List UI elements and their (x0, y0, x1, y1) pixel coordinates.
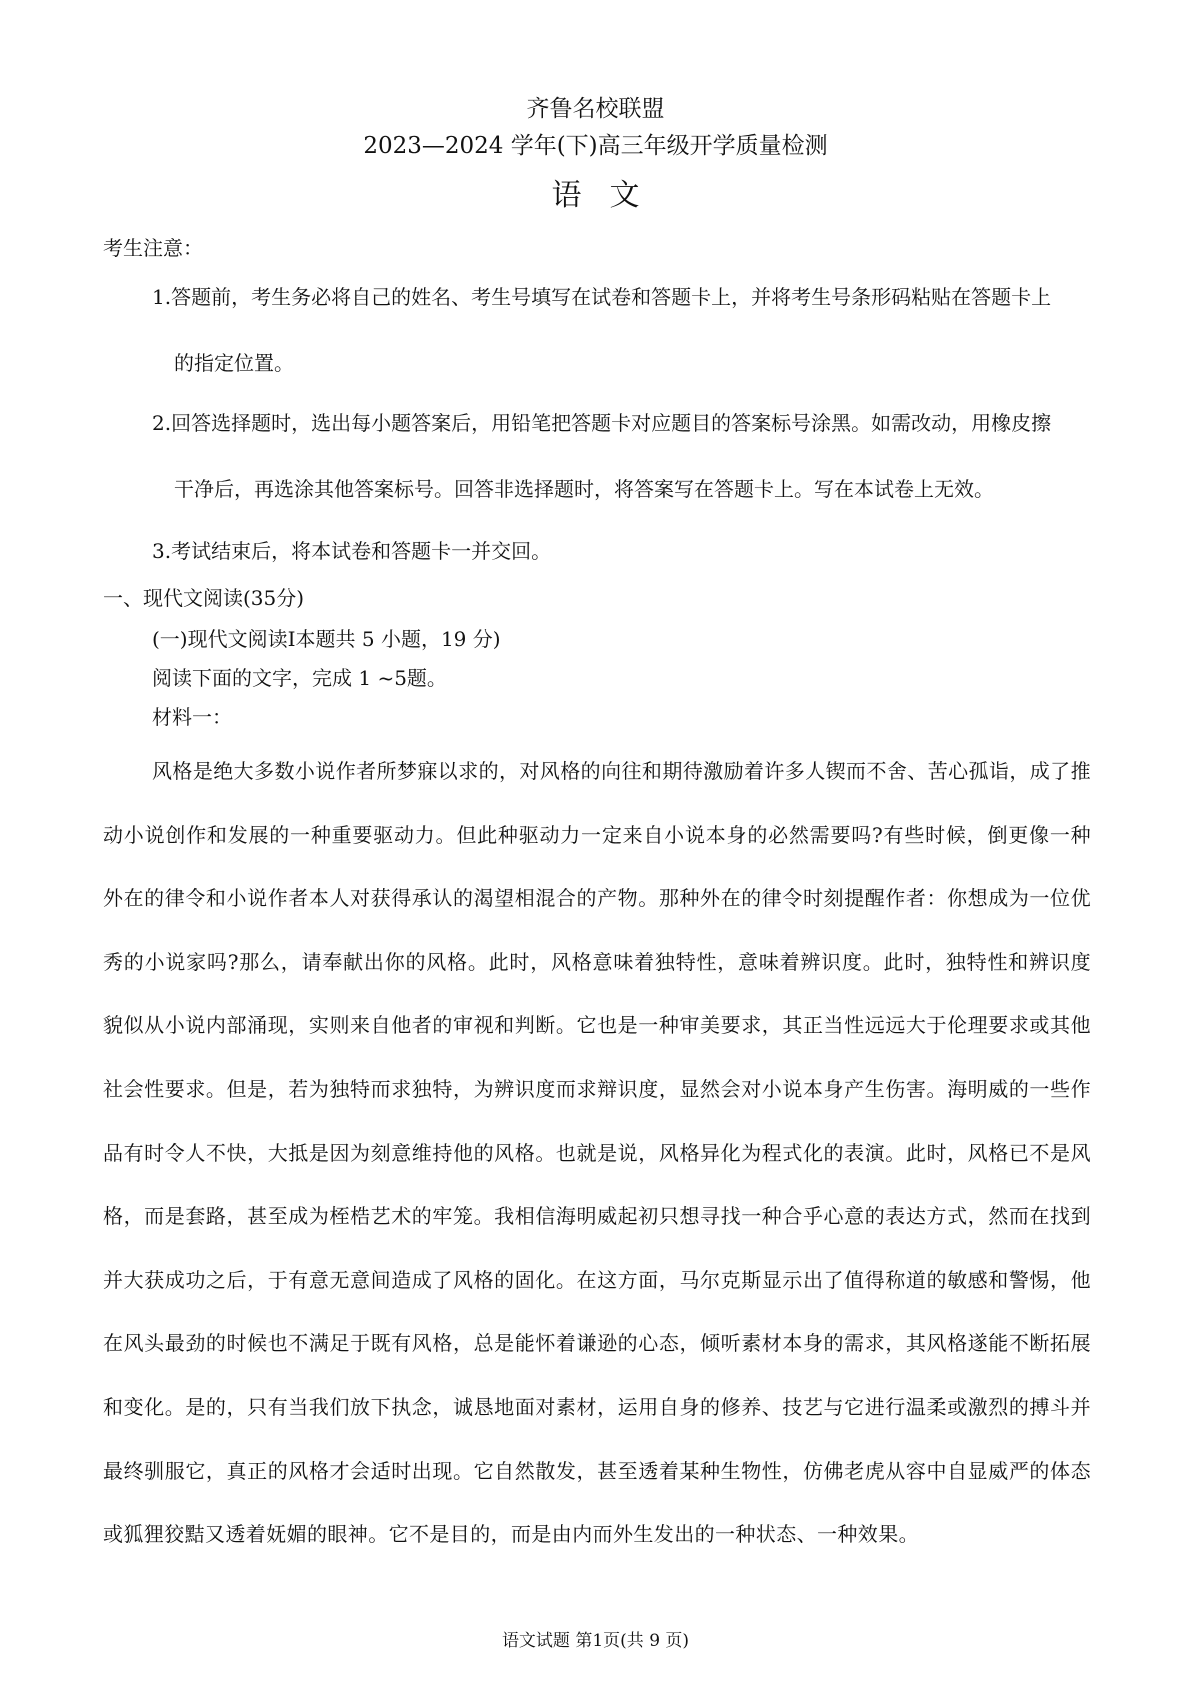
page-footer: 语文试题 第1页(共 9 页) (501, 1631, 690, 1651)
notice-label: 考生注意： (103, 236, 203, 260)
notice-item-1 (152, 264, 1090, 396)
notice-item-2-line2: 干净后，再选涂其他答案标号。回答非选择题时，将答案写在答题卡上。写在本试卷上无效。 (174, 477, 994, 501)
notice-item-1-line1: 1.答题前，考生务必将自己的姓名、考生号填写在试卷和答题卡上，并将考生号条形码粘贴在答题卡上 (152, 285, 1052, 309)
notice-item-2 (152, 390, 1090, 522)
exam-title: 2023—2024 学年(下)高三年级开学质量检测 (363, 133, 828, 159)
subject-title: 语文 (551, 178, 668, 213)
material-label: 材料一： (152, 705, 232, 729)
notice-item-2-line1: 2.回答选择题时，选出每小题答案后，用铅笔把答题卡对应题目的答案标号涂黑。如需改动，用橡皮擦 (152, 411, 1052, 435)
section-subheading: (一)现代文阅读Ⅰ本题共 5 小题，19 分) (152, 627, 501, 651)
notice-item-1-line2: 的指定位置。 (174, 351, 294, 375)
notice-item-3-line1: 3.考试结束后，将本试卷和答题卡一并交回。 (152, 539, 552, 563)
reading-instruction: 阅读下面的文字，完成 1 ~5题。 (152, 666, 447, 690)
notice-item-3 (152, 518, 1090, 584)
section-heading: 一、现代文阅读(35分) (103, 586, 305, 610)
material-paragraph: 风格是绝大多数小说作者所梦寐以求的，对风格的向往和期待激励着许多人锲而不舍、苦心孤诣，成了推动小说创作和发展的一种重要驱动力。但此种驱动力一定来自小说本身的必然需要吗?有些时候，倒更像一种外在的律令和小说作者本人对获得承认的渴望相混合的产物。那种外在的律令时刻提醒作者：你想成为一位优秀的小说家吗?那么，请奉献出你的风格。此时，风格意味着独特性，意味着辨识度。此时，独特性和辨识度貌似从小说内部涌现，实则来自他者的审视和判断。它也是一种审美要求，其正当性远远大于伦理要求或其他社会性要求。但是，若为独特而求独特，为辨识度而求辩识度，显然会对小说本身产生伤害。海明威的一些作品有时令人不快，大抵是因为刻意维持他的风格。也就是说，风格异化为程式化的表演。此时，风格已不是风格，而是套路，甚至成为桎梏艺术的牢笼。我相信海明威起初只想寻找一种合乎心意的表达方式，然而在找到并大获成功之后，于有意无意间造成了风格的固化。在这方面，马尔克斯显示出了值得称道的敏感和警惕，他在风头最劲的时候也不满足于既有风格，总是能怀着谦逊的心态，倾听素材本身的需求，其风格遂能不断拓展和变化。是的，只有当我们放下执念，诚恳地面对素材，运用自身的修养、技艺与它进行温柔或激烈的搏斗并最终驯服它，真正的风格才会适时出现。它自然散发，甚至透着某种生物性，仿佛老虎从容中自显威严的体态或狐狸狡黠又透着妩媚的眼神。它不是目的，而是由内而外生发出的一种状态、一种效果。 (103, 759, 1091, 1547)
school-alliance-title: 齐鲁名校联盟 (526, 96, 665, 122)
